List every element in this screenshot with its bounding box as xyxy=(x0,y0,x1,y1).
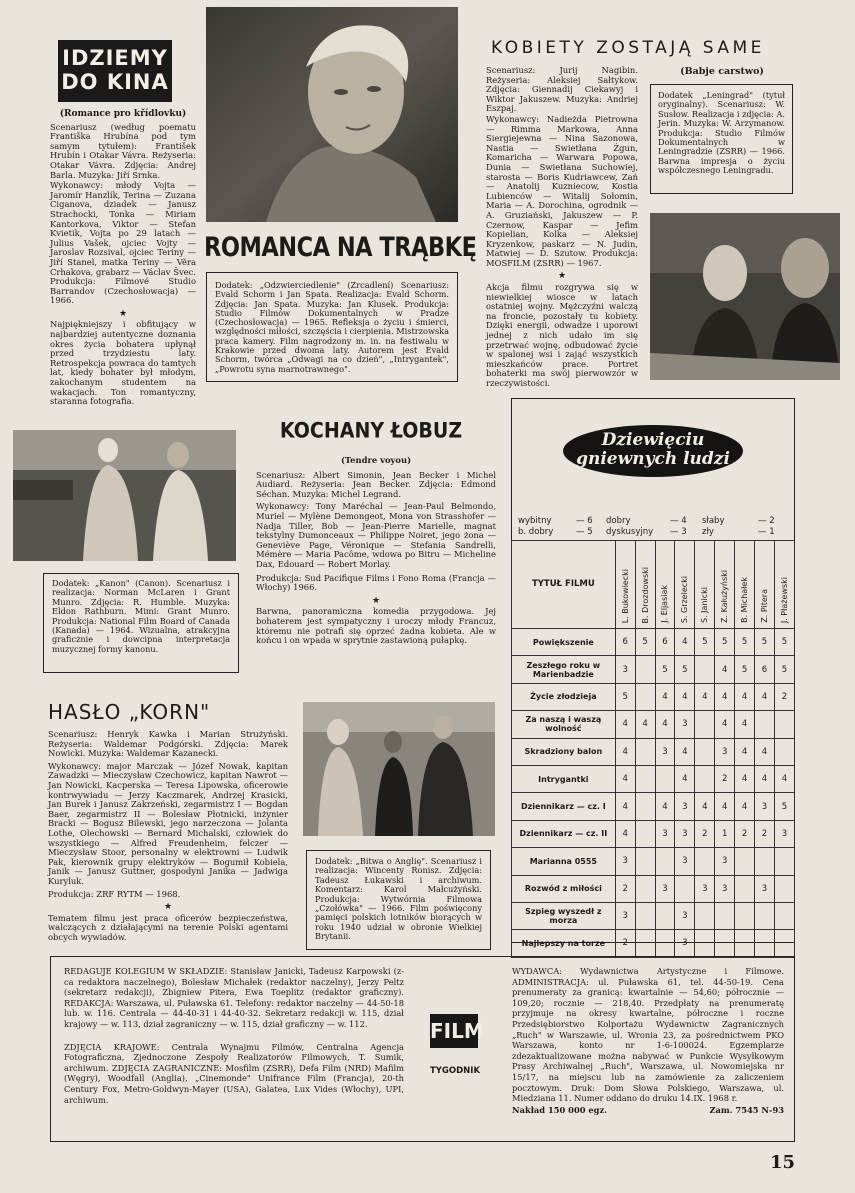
critic-name: Z. Kałużyński xyxy=(720,570,730,623)
score-cell xyxy=(774,848,794,875)
score-cell: 3 xyxy=(755,793,775,820)
critic-header xyxy=(774,541,794,629)
score-cell xyxy=(635,848,655,875)
romanca-photo xyxy=(206,7,458,222)
score-cell: 2 xyxy=(735,820,755,847)
score-cell xyxy=(695,930,715,957)
score-cell xyxy=(774,711,794,738)
score-cell: 3 xyxy=(774,820,794,847)
film-logo-text: FILM xyxy=(430,1019,484,1043)
score-cell xyxy=(695,711,715,738)
score-cell xyxy=(695,765,715,792)
romanca-left-column xyxy=(50,110,196,408)
score-cell: 5 xyxy=(635,629,655,656)
kobiety-star: ★ xyxy=(557,271,567,282)
film-logo xyxy=(430,1014,484,1048)
score-cell: 4 xyxy=(695,683,715,710)
score-cell: 5 xyxy=(715,629,735,656)
score-cell: 4 xyxy=(774,765,794,792)
score-cell xyxy=(735,848,755,875)
score-cell: 3 xyxy=(675,930,695,957)
ratings-legend xyxy=(518,516,790,538)
lobuz-credits: Scenariusz: Albert Simonin, Jean Becker i Michel Audiard. Reżyseria: Jean Becker. Zdjęcia: Edmond Séchan. Muzyka: Michel Legrand. xyxy=(256,469,496,499)
critic-name: S. Janicki xyxy=(700,587,710,623)
romanca-dodatek-box xyxy=(206,272,458,382)
score-cell: 3 xyxy=(715,875,735,902)
kobiety-title: KOBIETY ZOSTAJĄ SAME xyxy=(491,38,765,58)
score-cell: 3 xyxy=(675,902,695,929)
score-cell: 2 xyxy=(715,765,735,792)
score-cell: 6 xyxy=(655,629,675,656)
critic-name: Z. Pitera xyxy=(760,589,769,623)
ratings-table-wrap xyxy=(511,540,795,958)
lobuz-star: ★ xyxy=(371,595,381,606)
score-cell: 3 xyxy=(655,875,675,902)
score-cell: 4 xyxy=(615,738,635,765)
film-title-cell: Za naszą i waszą wolność xyxy=(512,711,616,738)
film-title-cell: Rozwód z miłości xyxy=(512,875,616,902)
score-cell: 2 xyxy=(695,820,715,847)
score-cell xyxy=(774,930,794,957)
romanca-star: ★ xyxy=(118,308,128,319)
score-cell xyxy=(635,930,655,957)
korn-star: ★ xyxy=(163,902,173,913)
score-cell: 4 xyxy=(715,793,735,820)
score-cell: 4 xyxy=(675,765,695,792)
film-logo-sub: TYGODNIK xyxy=(429,1066,481,1076)
score-cell: 4 xyxy=(715,683,735,710)
romanca-review: Najpiękniejszy i obfitujący w najbardziej autentyczne doznania okres życia bohatera upłynął przed trzydziestu laty. Retrospekcja powraca do tamtych lat, kiedy bohater był młodym, zakochanym studentem na wakacjach. Ton romantyczny, staranna fotografia. xyxy=(50,319,196,407)
critic-header xyxy=(675,541,695,629)
score-cell: 3 xyxy=(675,793,695,820)
kobiety-cast: Wykonawcy: Nadieżda Pietrowna — Rimma Markowa, Anna Siergiejewna — Nina Sazonowa, Nastia — Swietłana Żgun, Komaricha — Warwara Popowa, Dunia — Swietłana Suchowiej, starosta — Boris Kudriawcew, Zań — Anatolij Kuzniecow, Kostia Lubienców — Witalij Sołomin, Maria — A. Dorochina, ogrodnik — A. Gruziański, Jakuszew — P. Czernow, Kaspar — Jefim Kopielian, Kolka — Aleksiej Kryzenkow, paskarz — N. Judin, Matwiej — D. Szutow. Produkcja: MOSFILM (ZSRR) — 1967. xyxy=(486,113,638,268)
score-cell: 1 xyxy=(715,820,735,847)
ratings-badge-line-1: Dziewięciu xyxy=(601,430,705,450)
score-cell xyxy=(635,683,655,710)
ratings-row xyxy=(512,683,795,710)
score-cell xyxy=(635,875,655,902)
score-cell: 4 xyxy=(735,793,755,820)
score-cell xyxy=(695,902,715,929)
critic-name: J. Eljasiak xyxy=(660,585,670,623)
score-cell: 3 xyxy=(715,848,735,875)
legend-label: b. dobry xyxy=(518,527,554,537)
kobiety-dodatek-box xyxy=(650,84,793,194)
film-title-cell: Intrygantki xyxy=(512,765,616,792)
kobiety-column xyxy=(486,66,638,390)
score-cell xyxy=(655,848,675,875)
score-cell xyxy=(774,902,794,929)
film-title-cell: Dziennikarz — cz. II xyxy=(512,820,616,847)
lobuz-photo xyxy=(13,430,236,561)
lobuz-dodatek-box xyxy=(43,573,239,673)
ratings-badge-line-2: gniewnych ludzi xyxy=(576,449,730,469)
korn-cast: Wykonawcy: major Marczak — Józef Nowak, kapitan Zawadzki — Mieczysław Czechowicz, kapitan Nawrot — Jan Nowicki, Kacperska — Teresa Lipowska, oficerowie kontrwywiadu — Jerzy Kaczmarek, Andrzej Krasicki, Jan Burek i Janusz Zakrzeński, zegarmistrz I — Bogdan Baer, zegarmistrz II — Bolesław Płotnicki, inżynier Bracki — Bogusz Bilewski, jego narzeczona — Jolanta Lothe, Olechowski — Bernard Michalski, człowiek do wszystkiego — Alfred Freudenheim, felczer — Mieczysław Stoor, personalny w elektrowni — Ludwik Pak, kierownik grupy elektryków — Bogumił Kobiela, Janik — Janusz Guttner, gospodyni Janika — Jadwiga Kuryluk. xyxy=(48,760,288,886)
score-cell: 6 xyxy=(615,629,635,656)
footer-naklad: Nakład 150 000 egz. xyxy=(512,1104,608,1115)
score-cell xyxy=(735,875,755,902)
score-cell xyxy=(735,902,755,929)
ratings-row xyxy=(512,793,795,820)
score-cell: 5 xyxy=(735,656,755,683)
score-cell: 4 xyxy=(615,765,635,792)
score-cell: 4 xyxy=(655,711,675,738)
critic-header xyxy=(635,541,655,629)
legend-label: dyskusyjny xyxy=(606,527,654,537)
score-cell xyxy=(655,902,675,929)
score-cell: 4 xyxy=(675,683,695,710)
score-cell xyxy=(774,738,794,765)
legend-value: — 1 xyxy=(758,527,775,537)
score-cell: 4 xyxy=(735,683,755,710)
film-title-cell: Najlepszy na torze xyxy=(512,930,616,957)
ratings-row xyxy=(512,820,795,847)
ratings-table xyxy=(511,540,795,958)
critic-header xyxy=(735,541,755,629)
legend-value: — 4 xyxy=(670,516,687,526)
romanca-dodatek: Dodatek: „Odzwierciedlenie" (Zrcadlení) Scenariusz: Evald Schorm i Jan Spata. Realizacja: Evald Schorm. Zdjęcia: Jan Spata. Muzyka: Jan Klusek. Produkcja: Studio Filmów Dokumentalnych w Pradze (Czechosłowacja) — 1965. Refleksja o życiu i śmierci, względności miłości, szczęścia i cierpienia. Mistrzowska praca kamery. Film nagrodzony m. in. na festiwalu w Krakowie przed dwoma laty. Autorem jest Evald Schorm, twórca „Odwagi na co dzień", „Intrygantek", „Powrotu syna marnotrawnego". xyxy=(215,280,449,374)
idziemy-do-kina-badge xyxy=(58,40,172,102)
col-header-title: TYTUŁ FILMU xyxy=(512,541,616,629)
score-cell: 4 xyxy=(675,629,695,656)
score-cell xyxy=(635,902,655,929)
film-title-cell: Powiększenie xyxy=(512,629,616,656)
romanca-original-title: (Romance pro křídlovku) xyxy=(59,109,187,119)
score-cell xyxy=(774,875,794,902)
score-cell: 5 xyxy=(774,629,794,656)
critic-name: L. Bukowiecki xyxy=(620,568,630,623)
film-title-cell: Zeszłego roku w Marienbadzie xyxy=(512,656,616,683)
ratings-row xyxy=(512,875,795,902)
score-cell xyxy=(655,930,675,957)
score-cell: 3 xyxy=(675,820,695,847)
score-cell: 3 xyxy=(695,875,715,902)
score-cell xyxy=(735,930,755,957)
lobuz-production: Produkcja: Sud Pacifique Films i Fono Roma (Francja — Włochy) 1966. xyxy=(256,572,496,593)
kobiety-extra-title: (Babje carstwo) xyxy=(680,66,764,77)
critic-name: B. Michałek xyxy=(740,577,750,623)
score-cell xyxy=(695,738,715,765)
score-cell xyxy=(675,875,695,902)
score-cell: 4 xyxy=(635,711,655,738)
korn-review: Tematem filmu jest praca oficerów bezpieczeństwa, walczących z działającymi na terenie Polski agentami obcych wywiadów. xyxy=(48,912,288,942)
score-cell: 4 xyxy=(715,711,735,738)
score-cell xyxy=(755,930,775,957)
ratings-row xyxy=(512,711,795,738)
korn-dodatek-box xyxy=(306,850,491,950)
score-cell: 4 xyxy=(615,793,635,820)
score-cell: 3 xyxy=(675,848,695,875)
ratings-badge xyxy=(563,425,743,477)
badge-line-2: DO KINA xyxy=(61,70,169,94)
score-cell: 2 xyxy=(755,820,775,847)
footer-publisher: WYDAWCA: Wydawnictwa Artystyczne i Filmowe. ADMINISTRACJA: ul. Puławska 61, tel. 44-50-19. Cena prenumeraty za granicą: kwartalnie — 54,60; półrocznie — 109,20; rocznie — 218,40. Przedpłaty na prenumeratę przyjmuje na okresy kwartalne, półroczne i roczne Przedsiębiorstwo Kolportażu Wydawnictw Zagranicznych „Ruch" w Warszawie, ul. Wronia 23, za pośrednictwem PKO Warszawa, konto nr 1-6-100024. Egzemplarze zdezaktualizowane można nabywać w Punkcie Wysyłkowym Prasy Archiwalnej „Ruch", Warszawa, ul. Nowomiejska nr 15/17, na miejscu lub na zamówienie za zaliczeniem pocztowym. Druk: Dom Słowa Polskiego, Warszawa, ul. Miedziana 11. Numer oddano do druku 14.IX. 1968 r. xyxy=(512,966,784,1104)
score-cell xyxy=(695,848,715,875)
page-number: 15 xyxy=(770,1152,796,1173)
score-cell xyxy=(635,738,655,765)
score-cell xyxy=(715,902,735,929)
film-title-cell: Skradziony balon xyxy=(512,738,616,765)
score-cell: 4 xyxy=(755,765,775,792)
critic-header xyxy=(695,541,715,629)
score-cell: 4 xyxy=(695,793,715,820)
korn-title: HASŁO „KORN" xyxy=(48,700,211,724)
film-title-cell: Szpieg wyszedł z morza xyxy=(512,902,616,929)
legend-row-1 xyxy=(518,516,790,527)
legend-value: — 3 xyxy=(670,527,687,537)
score-cell: 4 xyxy=(655,793,675,820)
critic-header xyxy=(615,541,635,629)
score-cell: 5 xyxy=(774,793,794,820)
score-cell: 2 xyxy=(615,930,635,957)
critic-name: S. Grzelecki xyxy=(680,575,690,623)
score-cell: 3 xyxy=(615,848,635,875)
critic-header xyxy=(755,541,775,629)
ratings-row xyxy=(512,902,795,929)
korn-photo xyxy=(303,702,495,836)
ratings-header-row xyxy=(512,541,795,629)
ratings-row xyxy=(512,656,795,683)
score-cell: 5 xyxy=(675,656,695,683)
footer-editorial: REDAGUJE KOLEGIUM W SKŁADZIE: Stanisław Janicki, Tadeusz Karpowski (z-ca redaktora naczelnego), Bolesław Michałek (redaktor naczelny), Jerzy Peltz (sekretarz redakcji), Zbigniew Pitera, Ewa Toeplitz (redaktor graficzny). REDAKCJA: Warszawa, ul. Puławska 61. Telefony: redaktor naczelny — 44-50-18 lub. w. 116. Centrala — 44-40-31 i 44-40-32. Sekretarz redakcji w. 115, dział krajowy — w. 113, dział zagraniczny — w. 115, dział graficzny — w. 112. xyxy=(64,966,404,1029)
score-cell: 5 xyxy=(615,683,635,710)
romanca-cast: Wykonawcy: młody Vojta — Jaromír Hanzlík, Terina — Zuzana Ciganova, dziadek — Janusz Strachocki, Tonka — Miriam Kantorkova, Viktor — Stefan Kvietik, Vojta po 29 latach — Julius Vašek, ojciec Vojty — Jaroslav Rozsival, ojciec Teriny — Jiří Stanel, matka Teriny — Věra Crhakova, grabarz — Václav Švec. Produkcja: Filmové Studio Barrandov (Czechosłowacja) — 1966. xyxy=(50,180,196,306)
score-cell: 6 xyxy=(755,656,775,683)
score-cell: 4 xyxy=(715,656,735,683)
kobiety-dodatek: Dodatek „Leningrad" (tytuł oryginalny). Scenariusz: W. Susłow. Realizacja i zdjęcia: A. Jerin. Muzyka: W. Arzymanow. Produkcja: Studio Filmów Dokumentalnych w Leningradzie (ZSRR) — 1966. Barwna impresja o życiu współczesnego Leningradu. xyxy=(658,90,785,176)
legend-value: — 6 xyxy=(576,516,593,526)
ratings-row xyxy=(512,738,795,765)
critic-header xyxy=(715,541,735,629)
score-cell: 4 xyxy=(615,820,635,847)
score-cell: 4 xyxy=(735,711,755,738)
ratings-row xyxy=(512,930,795,957)
score-cell: 3 xyxy=(715,738,735,765)
score-cell: 3 xyxy=(675,711,695,738)
score-cell: 2 xyxy=(774,683,794,710)
ratings-row xyxy=(512,629,795,656)
score-cell: 4 xyxy=(735,765,755,792)
score-cell: 4 xyxy=(755,683,775,710)
score-cell: 4 xyxy=(655,683,675,710)
lobuz-cast: Wykonawcy: Tony Maréchal — Jean-Paul Belmondo, Muriel — Mylène Demongeot, Mona von Strasshofer — Nadja Tiller, Bob — Jean-Pierre Marielle, magnat tekstylny Dumonceaux — Philippe Noiret, jego żona — Geneviève Page, Véronique — Stefania Sandrelli, Mémère — Maria Pacôme, wdowa po Bitru — Micheline Dax, Edouard — Robert Morlay. xyxy=(256,501,496,569)
score-cell xyxy=(755,902,775,929)
legend-label: słaby xyxy=(702,516,725,526)
footer-right xyxy=(512,966,784,1115)
romanca-credits: Scenariusz (według poematu Františka Hrubína pod tym samym tytułem): František Hrubín i Otakar Vávra. Reżyseria: Otakar Vávra. Zdjęcia: Andrej Barla. Muzyka: Jiří Srnka. xyxy=(50,121,196,180)
ratings-row xyxy=(512,765,795,792)
score-cell: 3 xyxy=(615,902,635,929)
korn-column xyxy=(48,730,288,943)
score-cell: 4 xyxy=(615,711,635,738)
score-cell: 5 xyxy=(655,656,675,683)
score-cell xyxy=(715,930,735,957)
score-cell: 5 xyxy=(755,629,775,656)
score-cell: 3 xyxy=(615,656,635,683)
score-cell: 5 xyxy=(735,629,755,656)
film-title-cell: Dziennikarz — cz. I xyxy=(512,793,616,820)
score-cell xyxy=(655,765,675,792)
lobuz-original-title: (Tendre voyou) xyxy=(340,455,412,465)
score-cell: 3 xyxy=(655,820,675,847)
footer-photos: ZDJĘCIA KRAJOWE: Centrala Wynajmu Filmów, Centralna Agencja Fotograficzna, Zjednoczone Zespoły Realizatorów Filmowych, T. Sumik, archiwum. ZDJĘCIA ZAGRANICZNE: Mosfilm (ZSRR), Defa Film (NRD) Mafilm (Węgry), Woodfall (Anglia), „Cinemonde" Unifrance Film (Francja), 20-th Century Fox, Metro-Goldwyn-Mayer (USA), Galatea, Lux Vides (Włochy), UPI, archiwum. xyxy=(64,1041,404,1105)
legend-label: dobry xyxy=(606,516,631,526)
korn-production: Produkcja: ZRF RYTM — 1968. xyxy=(48,888,181,899)
critic-name: B. Drozdowski xyxy=(640,566,650,623)
score-cell: 3 xyxy=(655,738,675,765)
ratings-row xyxy=(512,848,795,875)
film-title-cell: Marianna 0555 xyxy=(512,848,616,875)
score-cell: 5 xyxy=(695,629,715,656)
lobuz-title: KOCHANY ŁOBUZ xyxy=(279,418,463,444)
critic-name: J. Płażewski xyxy=(779,576,789,623)
kobiety-photo xyxy=(650,213,840,380)
lobuz-column xyxy=(256,456,496,647)
korn-dodatek: Dodatek: „Bitwa o Anglię". Scenariusz i realizacja: Wincenty Ronisz. Zdjęcia: Tadeusz Łukawski i archiwum. Komentarz: Karol Małcużyński. Produkcja: Wytwórnia Filmowa „Czołówka" — 1966. Film poświęcony pamięci polskich lotników biorących w roku 1940 udział w obronie Wielkiej Brytanii. xyxy=(315,856,482,942)
kobiety-review: Akcja filmu rozgrywa się w niewielkiej wiosce w latach ostatniej wojny. Mężczyźni walczą na froncie, pozostały tu kobiety. Dzięki energii, odwadze i uporowi jednej z nich udało im się przetrwać wojnę, odbudować życie w spalonej wsi i zająć wszystkich mieszkańców prace. Portret bohaterki ma swój pierwowzór w rzeczywistości. xyxy=(486,282,638,388)
score-cell xyxy=(755,711,775,738)
score-cell xyxy=(635,820,655,847)
legend-row-2 xyxy=(518,527,790,538)
korn-credits: Scenariusz: Henryk Kawka i Marian Strużyński. Reżyseria: Waldemar Podgórski. Zdjęcia: Marek Nowicki. Muzyka: Waldemar Kazanecki. xyxy=(48,729,288,759)
score-cell xyxy=(635,765,655,792)
legend-value: — 5 xyxy=(576,527,593,537)
score-cell: 2 xyxy=(615,875,635,902)
score-cell: 5 xyxy=(774,656,794,683)
score-cell: 4 xyxy=(675,738,695,765)
legend-label: zły xyxy=(702,527,714,537)
legend-label: wybitny xyxy=(518,516,552,526)
badge-line-1: IDZIEMY xyxy=(62,46,168,70)
footer-left xyxy=(64,966,404,1106)
lobuz-review: Barwna, panoramiczna komedia przygodowa. Jej bohaterem jest sympatyczny i uroczy młody Francuz, któremu nie potrafi się oprzeć żadna kobieta. Ale w końcu i on wpada w sprytnie zastawioną pułapkę. xyxy=(256,606,496,646)
footer-zam: Zam. 7545 N-93 xyxy=(709,1104,784,1115)
score-cell xyxy=(635,793,655,820)
score-cell: 4 xyxy=(735,738,755,765)
score-cell xyxy=(695,656,715,683)
kobiety-credits: Scenariusz: Jurij Nagibin. Reżyseria: Aleksiej Sałtykow. Zdjęcia: Giennadij Ciekawyj i Wiktor Jakuszew. Muzyka: Andriej Eszpaj. xyxy=(486,65,638,114)
critic-header xyxy=(655,541,675,629)
lobuz-dodatek: Dodatek: „Kanon" (Canon). Scenariusz i realizacja: Norman McLaren i Grant Munro. Zdjęcia: R. Humble. Muzyka: Eldon Rathburn. Mimi: Grant Munro. Produkcja: National Film Board of Canada (Kanada) — 1964. Wizualna, atrakcyjna graficznie i dowcipna interpretacja muzycznej formy kanonu. xyxy=(52,578,230,654)
score-cell: 3 xyxy=(755,875,775,902)
score-cell: 4 xyxy=(755,738,775,765)
score-cell xyxy=(755,848,775,875)
film-title-cell: Życie złodzieja xyxy=(512,683,616,710)
score-cell xyxy=(635,656,655,683)
legend-value: — 2 xyxy=(758,516,775,526)
romanca-title: ROMANCA NA TRĄBKĘ xyxy=(204,232,477,264)
